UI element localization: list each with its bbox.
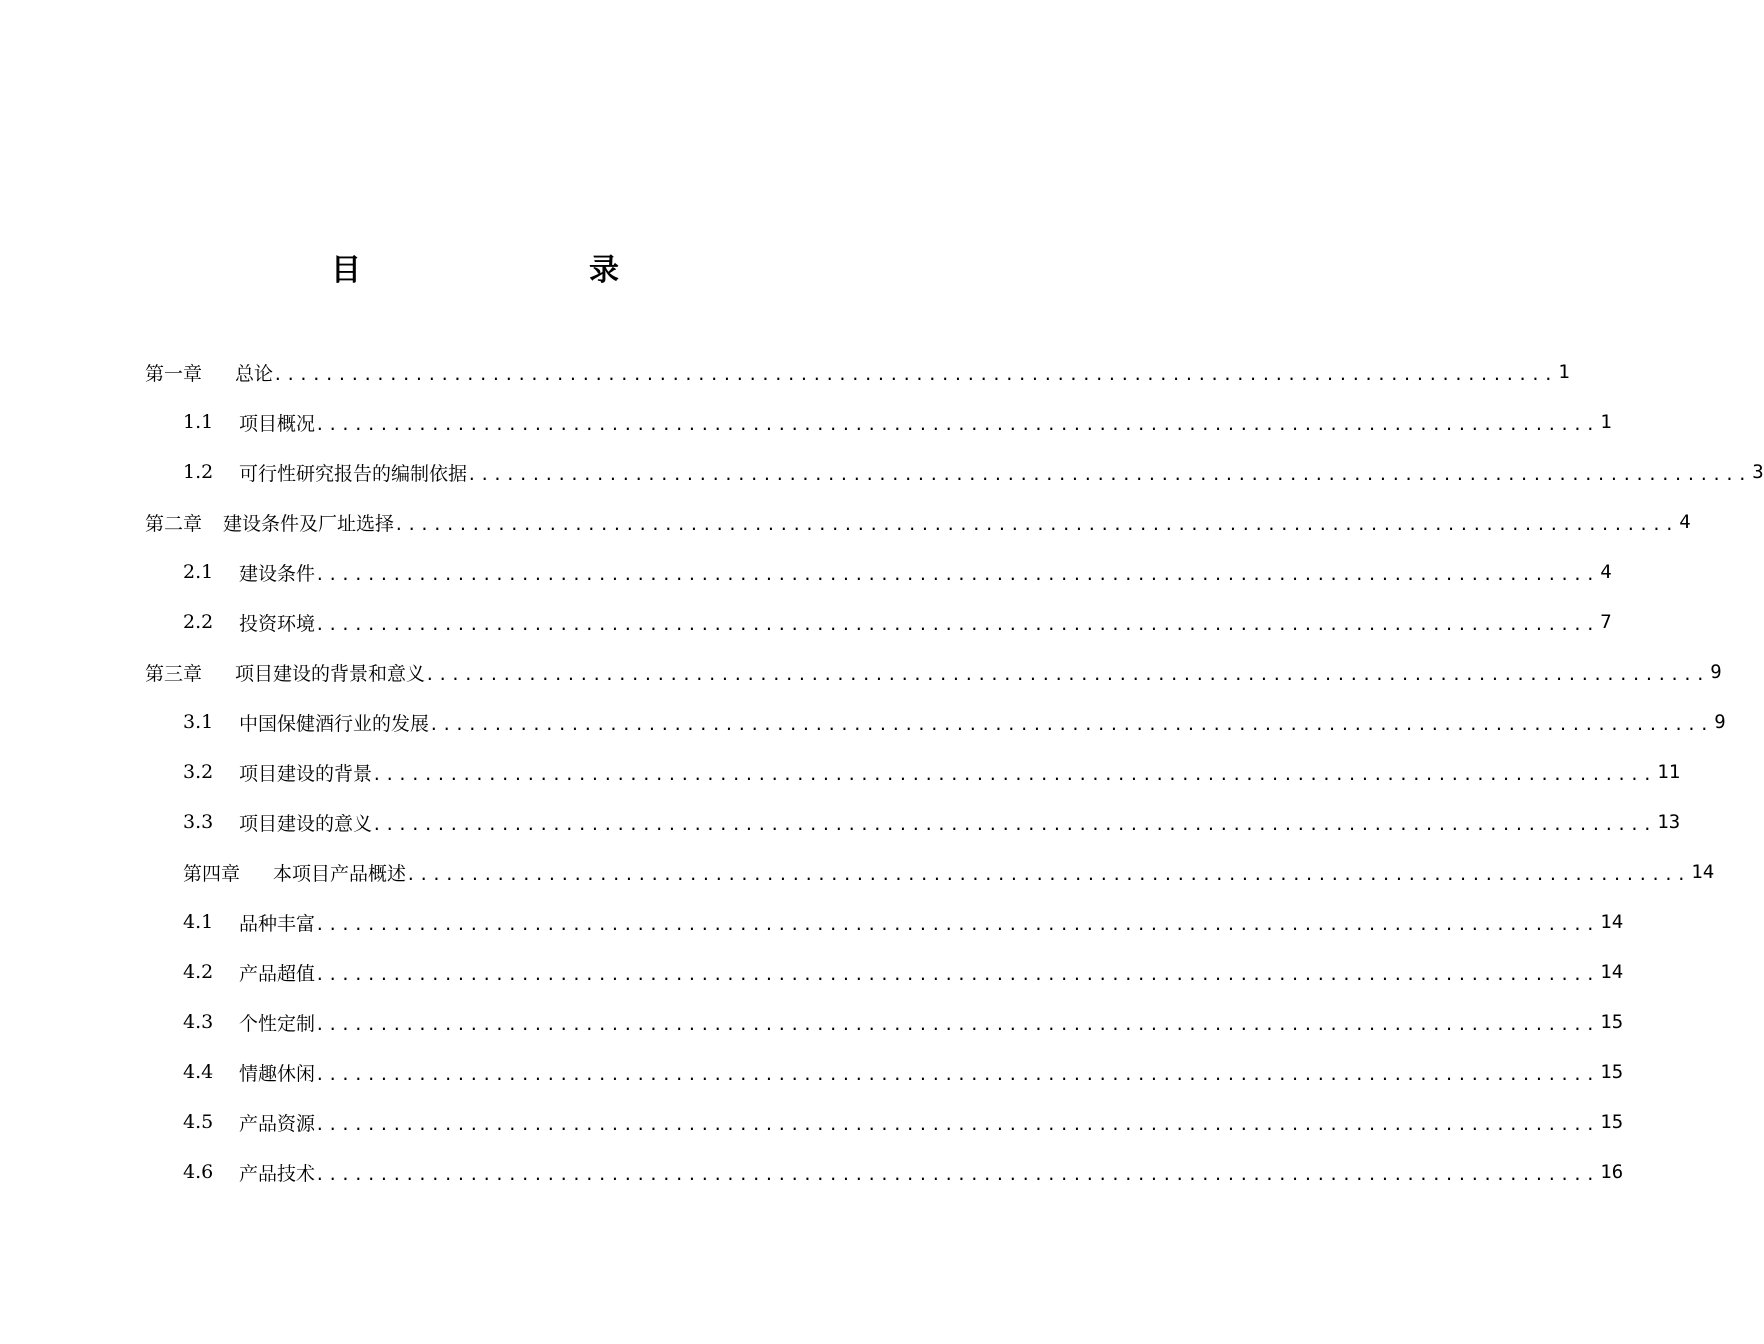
toc-entry-section-4-6[interactable] — [183, 1147, 1624, 1197]
toc-entry-number: 2.2 — [183, 611, 214, 633]
toc-entry-page: 9 — [1714, 711, 1726, 733]
toc-entry-number: 4.4 — [183, 1061, 214, 1083]
toc-entry-title: 项目建设的背景 — [239, 762, 373, 785]
toc-entry-page: 3 — [1752, 461, 1764, 483]
toc-entry-chapter-1[interactable] — [145, 347, 1570, 397]
toc-entry-page: 15 — [1600, 1011, 1624, 1033]
toc-entry-section-4-1[interactable] — [183, 897, 1624, 947]
toc-entry-chapter-4[interactable] — [183, 847, 1715, 897]
toc-entry-number: 3.3 — [183, 811, 214, 833]
toc-entry-page: 15 — [1600, 1061, 1624, 1083]
toc-entry-number: 第四章 — [183, 862, 241, 885]
toc-leader-dots: .................................................................................................... — [315, 964, 1599, 984]
toc-entry-page: 14 — [1691, 861, 1715, 883]
toc-entry-title: 产品超值 — [239, 962, 316, 985]
toc-entry-title: 产品技术 — [239, 1162, 316, 1185]
toc-leader-dots: .................................................................................................... — [467, 464, 1751, 484]
toc-entry-title: 建设条件 — [239, 562, 316, 585]
toc-entry-title: 总论 — [235, 362, 274, 385]
toc-entry-chapter-2[interactable] — [145, 497, 1691, 547]
toc-leader-dots: .................................................................................................... — [315, 1114, 1599, 1134]
toc-entry-number: 第一章 — [145, 362, 203, 385]
page-title: 目 录 — [331, 253, 675, 288]
toc-entry-number: 3.2 — [183, 761, 214, 783]
toc-entry-number: 1.1 — [183, 411, 214, 433]
toc-entry-page: 4 — [1679, 511, 1691, 533]
toc-entry-page: 7 — [1600, 611, 1612, 633]
toc-entry-section-1-1[interactable] — [183, 397, 1612, 447]
toc-leader-dots: .................................................................................................... — [273, 364, 1557, 384]
toc-entry-title: 项目建设的背景和意义 — [235, 662, 426, 685]
toc-entry-section-2-1[interactable] — [183, 547, 1612, 597]
toc-entry-section-4-4[interactable] — [183, 1047, 1624, 1097]
toc-leader-dots: .................................................................................................... — [394, 514, 1678, 534]
toc-entry-number: 4.5 — [183, 1111, 214, 1133]
toc-entry-section-1-2[interactable] — [183, 447, 1764, 497]
toc-entry-page: 14 — [1600, 961, 1624, 983]
toc-entry-section-4-5[interactable] — [183, 1097, 1624, 1147]
toc-leader-dots: .................................................................................................... — [429, 714, 1713, 734]
toc-entry-section-3-1[interactable] — [183, 697, 1726, 747]
toc-leader-dots: .................................................................................................... — [315, 1164, 1599, 1184]
toc-entry-number: 2.1 — [183, 561, 214, 583]
toc-entry-title: 项目概况 — [239, 412, 316, 435]
toc-entry-page: 4 — [1600, 561, 1612, 583]
toc-leader-dots: .................................................................................................... — [315, 414, 1599, 434]
toc-entry-page: 13 — [1657, 811, 1681, 833]
toc-entry-number: 1.2 — [183, 461, 214, 483]
toc-leader-dots: .................................................................................................... — [406, 864, 1690, 884]
toc-entry-page: 1 — [1600, 411, 1612, 433]
toc-entry-title: 个性定制 — [239, 1012, 316, 1035]
toc-entry-page: 15 — [1600, 1111, 1624, 1133]
toc-entry-number: 4.6 — [183, 1161, 214, 1183]
toc-entry-number: 4.2 — [183, 961, 214, 983]
toc-entry-title: 项目建设的意义 — [239, 812, 373, 835]
toc-entry-number: 第三章 — [145, 662, 203, 685]
toc-entry-title: 本项目产品概述 — [273, 862, 407, 885]
toc-leader-dots: .................................................................................................... — [315, 1064, 1599, 1084]
toc-entry-section-3-3[interactable] — [183, 797, 1681, 847]
toc-entry-title: 情趣休闲 — [239, 1062, 316, 1085]
toc-entry-page: 16 — [1600, 1161, 1624, 1183]
toc-leader-dots: .................................................................................................... — [315, 614, 1599, 634]
toc-entry-number: 3.1 — [183, 711, 214, 733]
toc-entry-page: 11 — [1657, 761, 1681, 783]
toc-leader-dots: .................................................................................................... — [315, 564, 1599, 584]
toc-entry-title: 中国保健酒行业的发展 — [239, 712, 430, 735]
toc-entry-section-2-2[interactable] — [183, 597, 1612, 647]
toc-leader-dots: .................................................................................................... — [315, 914, 1599, 934]
toc-leader-dots: .................................................................................................... — [315, 1014, 1599, 1034]
toc-leader-dots: .................................................................................................... — [372, 764, 1656, 784]
toc-entry-title: 投资环境 — [239, 612, 316, 635]
toc-leader-dots: .................................................................................................... — [372, 814, 1656, 834]
toc-leader-dots: .................................................................................................... — [425, 664, 1709, 684]
toc-entry-number: 4.3 — [183, 1011, 214, 1033]
toc-entry-chapter-3[interactable] — [145, 647, 1722, 697]
toc-entry-page: 1 — [1558, 361, 1570, 383]
toc-entry-title: 产品资源 — [239, 1112, 316, 1135]
toc-entry-title: 建设条件及厂址选择 — [223, 512, 395, 535]
toc-entry-page: 14 — [1600, 911, 1624, 933]
toc-entry-number: 第二章 — [145, 512, 203, 535]
toc-entry-page: 9 — [1710, 661, 1722, 683]
toc-entry-title: 可行性研究报告的编制依据 — [239, 462, 468, 485]
toc-entry-number: 4.1 — [183, 911, 214, 933]
toc-entry-section-4-3[interactable] — [183, 997, 1624, 1047]
toc-entry-section-4-2[interactable] — [183, 947, 1624, 997]
toc-entry-title: 品种丰富 — [239, 912, 316, 935]
toc-entry-section-3-2[interactable] — [183, 747, 1681, 797]
